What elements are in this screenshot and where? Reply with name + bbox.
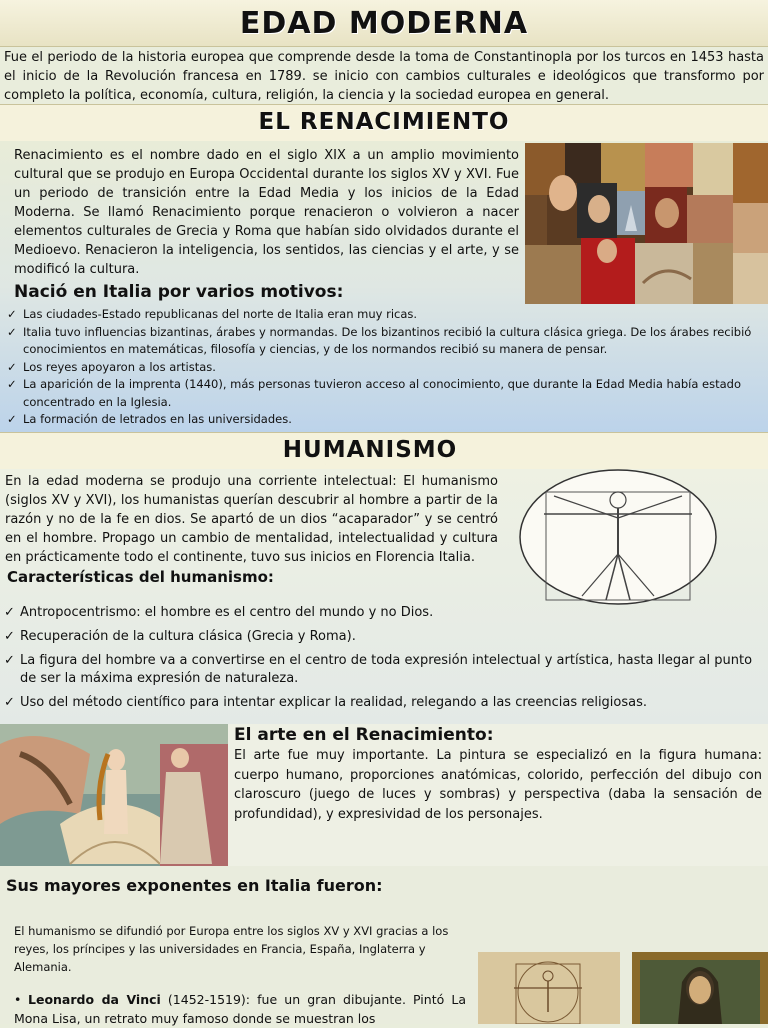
humanismo-heading: HUMANISMO xyxy=(282,437,458,463)
renacimiento-body: Renacimiento es el nombre dado en el siglo XIX a un amplio movimiento cultural que se produjo en Europa Occidental durante los siglos XV y XVI. Fue un periodo de transición entre la Edad Media y los inicios de la Edad Moderna. Se llamó Renacimiento porque renacieron o volvieron a nacer elementos culturales de Grecia y Roma que habían sido olvidados durante el Medioevo. Renacieron la inteligencia, los sentidos, las ciencias y el arte, y se modificó la cultura. xyxy=(14,148,519,277)
list-item: ✓ La aparición de la imprenta (1440), más personas tuvieron acceso al conocimiento, que durante la Edad Media había estado concentrado en la Iglesia. xyxy=(7,376,762,411)
list-item: ✓ Uso del método científico para intentar explicar la realidad, relegando a las creencias religiosas. xyxy=(4,694,764,712)
bullet: • xyxy=(14,992,22,1007)
leonardo-name: Leonardo da Vinci xyxy=(28,992,161,1007)
exponentes-heading: Sus mayores exponentes en Italia fueron: xyxy=(6,876,383,895)
mona-lisa-image xyxy=(632,952,768,1024)
list-item: ✓ La formación de letrados en las universidades. xyxy=(7,411,762,429)
list-item: ✓ Antropocentrismo: el hombre es el centro del mundo y no Dios. xyxy=(4,604,764,622)
motivos-heading: Nació en Italia por varios motivos: xyxy=(14,282,344,302)
mona-lisa-graphic xyxy=(632,952,768,1024)
renaissance-collage-image xyxy=(525,143,768,304)
leonardo-text: (1452-1519): fue un gran dibujante. Pintó La Mona Lisa, un retrato muy famoso donde se muestran los xyxy=(14,992,466,1026)
collage-graphic xyxy=(525,143,768,304)
birth-of-venus-image xyxy=(0,724,228,866)
arte-body: El arte fue muy importante. La pintura se especializó en la figura humana: cuerpo humano, proporciones anatómicas, colorido, perfección del dibujo con claroscuro (juego de luces y sombras) y perspectiva (daba la sensación de profundidad), y expresividad de los personajes. xyxy=(234,748,762,822)
vitruvian-man-image xyxy=(518,468,718,606)
motivos-list xyxy=(7,306,762,429)
caracteristicas-list xyxy=(4,604,764,712)
leonardo-item xyxy=(14,990,466,1028)
leonardo-sketch-image xyxy=(478,952,620,1024)
exponentes-body: El humanismo se difundió por Europa entre los siglos XV y XVI gracias a los reyes, los príncipes y las universidades en Francia, España, Inglaterra y Alemania. xyxy=(14,924,449,974)
vitruvian-graphic xyxy=(518,468,718,606)
list-item: ✓ Los reyes apoyaron a los artistas. xyxy=(7,359,762,377)
intro-text: Fue el periodo de la historia europea que comprende desde la toma de Constantinopla por los turcos en 1453 hasta el inicio de la Revolución francesa en 1789. se inicio con cambios culturales e ideológicos que transformo por completo la política, economía, cultura, religión, la ciencia y la sociedad europea en general. xyxy=(4,50,764,103)
list-item: ✓ Italia tuvo influencias bizantinas, árabes y normandas. De los bizantinos recibió la cultura clásica griega. De los árabes recibió conocimientos en matemáticas, filosofía y ciencias, y de los normandos recibió su manera de pensar. xyxy=(7,324,762,359)
caracteristicas-heading: Características del humanismo: xyxy=(7,568,274,586)
renacimiento-heading: EL RENACIMIENTO xyxy=(258,109,510,135)
venus-graphic xyxy=(0,724,228,866)
list-item: ✓ Recuperación de la cultura clásica (Grecia y Roma). xyxy=(4,628,764,646)
sketch-graphic xyxy=(478,952,620,1024)
list-item: ✓ La figura del hombre va a convertirse en el centro de toda expresión intelectual y artística, hasta llegar al punto de ser la máxima expresión de naturaleza. xyxy=(4,652,764,688)
arte-heading: El arte en el Renacimiento: xyxy=(234,725,494,745)
list-item: ✓ Las ciudades-Estado republicanas del norte de Italia eran muy ricas. xyxy=(7,306,762,324)
humanismo-body: En la edad moderna se produjo una corriente intelectual: El humanismo (siglos XV y XVI), los humanistas querían descubrir al hombre a partir de la razón y no de la fe en dios. Se apartó de un dios “acaparador” y se centró en el hombre. Propago un cambio de mentalidad, intelectualidad y cultura en prácticamente todo el continente, tuvo sus inicios en Florencia Italia. xyxy=(5,474,498,565)
page-title: EDAD MODERNA xyxy=(239,6,529,41)
